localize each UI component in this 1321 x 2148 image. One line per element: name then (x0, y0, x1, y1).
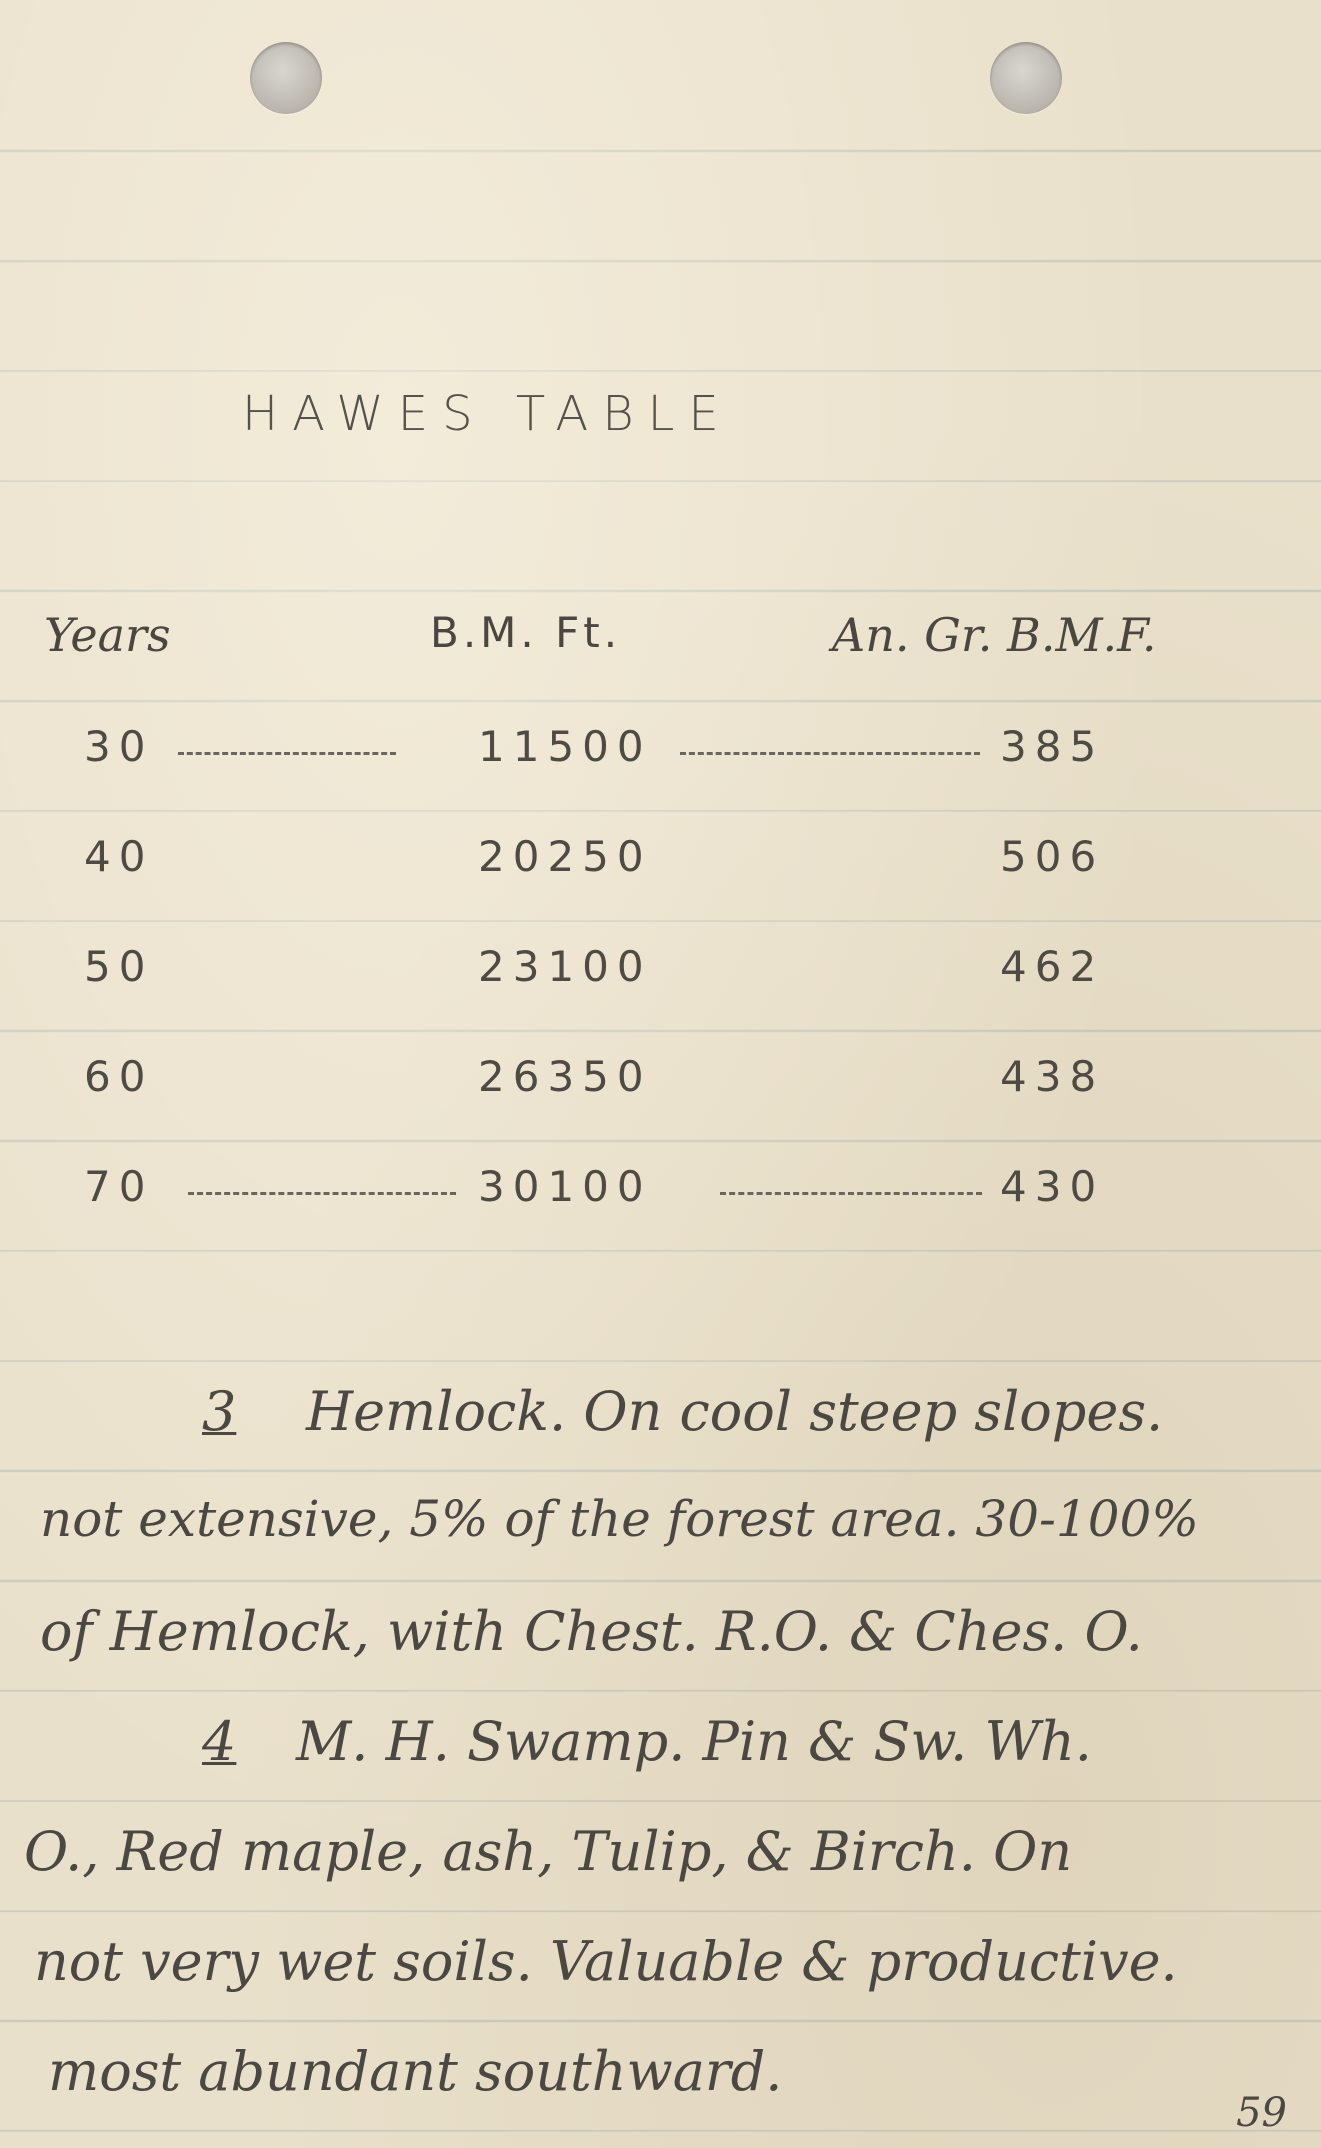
cell-bm-ft: 23100 (478, 942, 652, 991)
cell-years: 30 (84, 722, 154, 771)
header-years: Years (44, 608, 171, 662)
note-3-line-1: Hemlock. On cool steep slopes. (306, 1380, 1164, 1443)
note-number-3: 3 (202, 1380, 237, 1443)
cell-years: 60 (84, 1052, 154, 1101)
cell-years: 70 (84, 1162, 154, 1211)
cell-annual-growth: 385 (1000, 722, 1105, 771)
note-3-line-3: of Hemlock, with Chest. R.O. & Ches. O. (40, 1600, 1143, 1663)
note-4-line-1: M. H. Swamp. Pin & Sw. Wh. (296, 1710, 1092, 1773)
note-3-line-2: not extensive, 5% of the forest area. 30-100% (40, 1490, 1199, 1548)
cell-bm-ft: 26350 (478, 1052, 652, 1101)
leader-dashes (680, 752, 980, 755)
header-annual-growth: An. Gr. B.M.F. (832, 608, 1157, 662)
cell-annual-growth: 462 (1000, 942, 1105, 991)
table-row (0, 1162, 1321, 1222)
leader-dashes (178, 752, 396, 755)
cell-annual-growth: 430 (1000, 1162, 1105, 1211)
note-4-line-2: O., Red maple, ash, Tulip, & Birch. On (24, 1820, 1073, 1883)
cell-bm-ft: 11500 (478, 722, 652, 771)
leader-dashes (720, 1192, 982, 1195)
cell-years: 40 (84, 832, 154, 881)
header-bm-ft: B.M. Ft. (430, 608, 622, 657)
cell-annual-growth: 506 (1000, 832, 1105, 881)
punch-hole-left (250, 42, 322, 114)
cell-bm-ft: 20250 (478, 832, 652, 881)
table-row (0, 722, 1321, 782)
punch-hole-right (990, 42, 1062, 114)
note-number-4: 4 (202, 1710, 237, 1773)
cell-years: 50 (84, 942, 154, 991)
page-number: 59 (1236, 2090, 1287, 2136)
cell-annual-growth: 438 (1000, 1052, 1105, 1101)
note-4-line-4: most abundant southward. (48, 2040, 783, 2103)
table-row (0, 832, 1321, 892)
cell-bm-ft: 30100 (478, 1162, 652, 1211)
table-row (0, 1052, 1321, 1112)
table-row (0, 942, 1321, 1002)
page-title: HAWES TABLE (242, 386, 733, 442)
note-4-line-3: not very wet soils. Valuable & productive. (34, 1930, 1178, 1993)
leader-dashes (188, 1192, 456, 1195)
